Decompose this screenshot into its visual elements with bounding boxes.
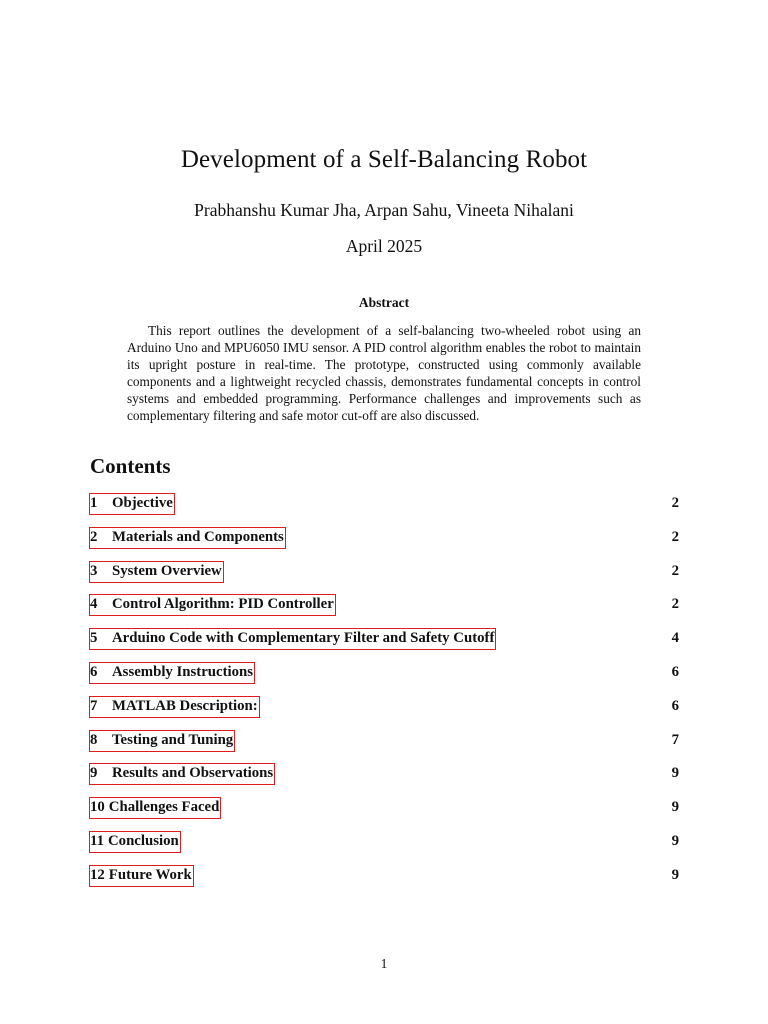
toc-link-materials[interactable] [89, 527, 286, 549]
toc-link-matlab[interactable] [89, 696, 260, 718]
abstract-heading: Abstract [358, 295, 410, 310]
toc-entry-number: 1 [90, 495, 98, 511]
toc-link-challenges[interactable] [89, 797, 221, 819]
toc-entry [89, 831, 679, 865]
toc-entry-page: 2 [671, 528, 679, 545]
toc-entry-page: 9 [671, 866, 679, 883]
toc-entry-page: 9 [671, 799, 679, 816]
toc-entry-number: 6 [90, 663, 98, 680]
toc-entry-page: 7 [671, 731, 679, 748]
toc-entry-number: 3 [90, 562, 98, 579]
publication-date: April 2025 [345, 236, 423, 256]
toc-entry [89, 527, 679, 561]
toc-entry [89, 730, 679, 764]
toc-entry-title: MATLAB Description: [112, 697, 258, 714]
toc-link-objective[interactable] [89, 493, 175, 515]
toc-entry-page: 6 [671, 697, 679, 714]
toc-entry-number: 4 [90, 596, 98, 613]
toc-entry [89, 865, 679, 899]
toc-entry-title: Results and Observations [112, 765, 274, 782]
toc-entry-page: 4 [671, 630, 679, 647]
toc-entry-page: 9 [671, 765, 679, 782]
toc-link-arduino-code[interactable] [89, 628, 496, 650]
toc-entry [89, 493, 679, 527]
toc-entry-title: Materials and Components [112, 528, 284, 545]
toc-entry [89, 662, 679, 696]
toc-entry-title: Future Work [108, 866, 192, 883]
toc-entry-page: 6 [671, 663, 679, 680]
toc-entry [89, 628, 679, 662]
toc-link-assembly[interactable] [89, 662, 255, 684]
toc-entry-title: Challenges Faced [108, 799, 220, 816]
toc-entry-page: 9 [671, 832, 679, 849]
toc-entry-title: Control Algorithm: PID Controller [112, 596, 334, 613]
toc-link-future-work[interactable] [89, 865, 194, 887]
toc-entry-title: System Overview [112, 562, 222, 579]
toc-entry [89, 561, 679, 595]
toc-entry-number: 7 [90, 697, 98, 714]
table-of-contents [89, 493, 679, 899]
toc-link-testing[interactable] [89, 730, 235, 752]
toc-entry-number: 12 [90, 866, 105, 883]
toc-entry-number: 9 [90, 765, 98, 782]
toc-link-conclusion[interactable] [89, 831, 181, 853]
toc-entry-number: 10 [90, 799, 105, 816]
toc-entry-number: 11 [90, 832, 104, 849]
toc-entry [89, 696, 679, 730]
toc-link-control-algorithm[interactable] [89, 594, 336, 616]
toc-entry-title: Assembly Instructions [112, 663, 253, 680]
toc-entry-title: Arduino Code with Complementary Filter and Safety Cutoff [112, 630, 495, 647]
abstract-text: This report outlines the development of a self-balancing two-wheeled robot using an Arduino Uno and MPU6050 IMU sensor. A PID control algorithm enables the robot to maintain its upright posture in real-time. The prototype, constructed using commonly available components and a lightweight recycled chassis, demonstrates fundamental concepts in control systems and embedded programming. Performance challenges and improvements such as complementary filtering and safe motor cut-off are also discussed. [127, 323, 641, 424]
toc-entry [89, 594, 679, 628]
toc-entry-title: Conclusion [107, 832, 179, 849]
toc-entry-title: Testing and Tuning [112, 731, 234, 748]
contents-heading: Contents [90, 454, 171, 478]
toc-entry-page: 2 [671, 596, 679, 613]
author-list: Prabhanshu Kumar Jha, Arpan Sahu, Vineeta Nihalani [194, 200, 574, 220]
page-number: 1 [380, 956, 388, 971]
paper-title: Development of a Self-Balancing Robot [180, 146, 588, 173]
toc-entry-number: 8 [90, 731, 98, 748]
toc-entry [89, 797, 679, 831]
toc-entry [89, 763, 679, 797]
toc-entry-page: 2 [671, 495, 679, 511]
toc-entry-page: 2 [671, 562, 679, 579]
toc-link-results[interactable] [89, 763, 275, 785]
toc-entry-number: 5 [90, 630, 98, 647]
toc-entry-title: Objective [112, 495, 173, 511]
toc-link-system-overview[interactable] [89, 561, 224, 583]
toc-entry-number: 2 [90, 528, 98, 545]
